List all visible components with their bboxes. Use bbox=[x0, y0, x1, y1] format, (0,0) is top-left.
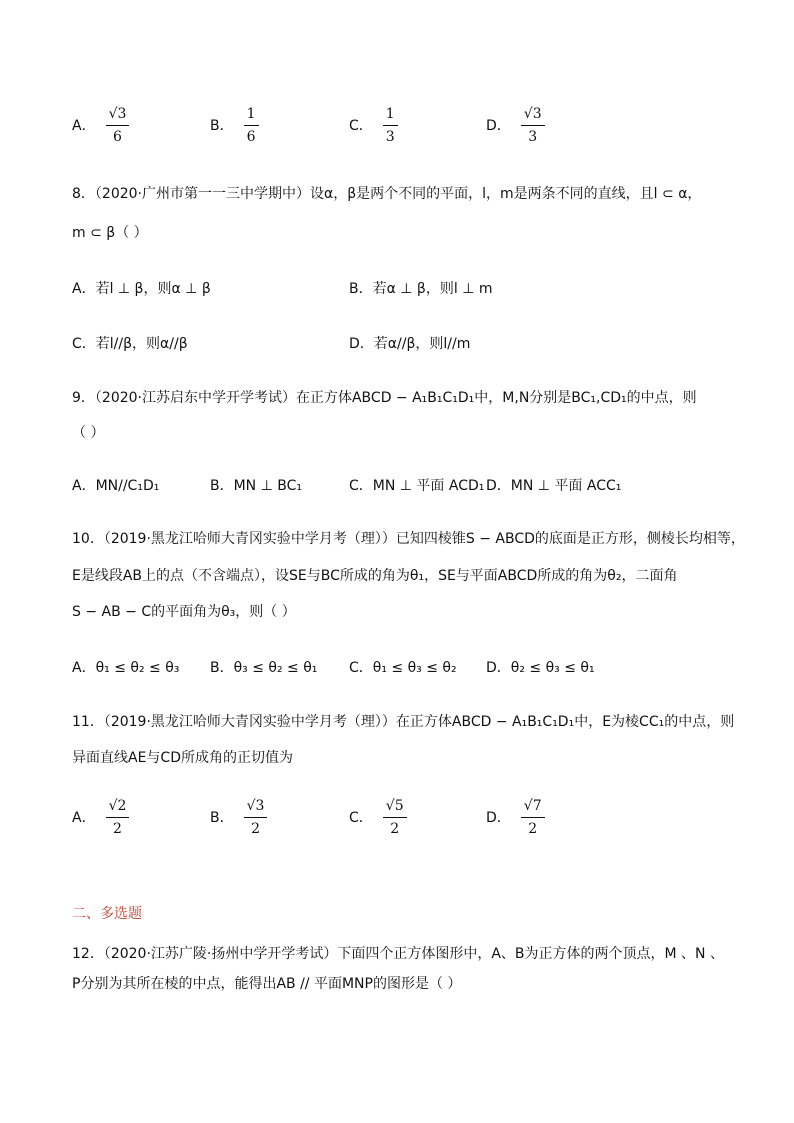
q7-option-b bbox=[210, 105, 259, 146]
q12-stem-line2: P分别为其所在棱的中点，能得出AB // 平面MNP的图形是（ ） bbox=[72, 976, 462, 992]
q12-stem-line1: 12．（2020·江苏广陵·扬州中学开学考试）下面四个正方体图形中，A、B为正方体的两个顶点，M 、N 、 bbox=[72, 946, 724, 962]
fraction: $\frac{√3}{2}$ bbox=[244, 797, 268, 838]
q8-stem-line2: m ⊂ β（ ） bbox=[72, 225, 148, 241]
q9-option-c: C．MN ⊥ 平面 ACD₁ bbox=[349, 478, 485, 494]
fraction: $\frac{1}{3}$ bbox=[383, 105, 398, 146]
option-label: B． bbox=[210, 117, 234, 134]
fraction: $\frac{1}{6}$ bbox=[244, 105, 259, 146]
q9-stem-line2: （ ） bbox=[72, 425, 105, 441]
q9-option-a: A．MN//C₁D₁ bbox=[72, 478, 160, 494]
q11-option-c bbox=[349, 797, 407, 838]
section-heading: 二、多选题 bbox=[72, 906, 142, 922]
fraction: $\frac{√3}{3}$ bbox=[521, 105, 545, 146]
q11-stem-line2: 异面直线AE与CD所成角的正切值为 bbox=[72, 750, 293, 766]
q9-option-b: B．MN ⊥ BC₁ bbox=[210, 478, 302, 494]
q8-option-b: B．若α ⊥ β，则l ⊥ m bbox=[349, 281, 493, 297]
q8-stem-line1: 8．（2020·广州市第一一三中学期中）设α，β是两个不同的平面，l，m是两条不同的直线，且l ⊂ α， bbox=[72, 186, 702, 202]
q10-option-d: D．θ₂ ≤ θ₃ ≤ θ₁ bbox=[486, 660, 595, 676]
q7-option-a bbox=[72, 105, 129, 146]
option-label: C． bbox=[349, 809, 373, 826]
q11-option-a bbox=[72, 797, 129, 838]
q9-option-d: D．MN ⊥ 平面 ACC₁ bbox=[486, 478, 622, 494]
fraction: $\frac{√3}{6}$ bbox=[106, 105, 130, 146]
q10-option-a: A．θ₁ ≤ θ₂ ≤ θ₃ bbox=[72, 660, 180, 676]
q9-stem-line1: 9．（2020·江苏启东中学开学考试）在正方体ABCD − A₁B₁C₁D₁中，M,N分别是BC₁,CD₁的中点，则 bbox=[72, 390, 697, 406]
q10-option-c: C．θ₁ ≤ θ₃ ≤ θ₂ bbox=[349, 660, 457, 676]
option-label: A． bbox=[72, 117, 96, 134]
q10-option-b: B．θ₃ ≤ θ₂ ≤ θ₁ bbox=[210, 660, 318, 676]
q8-option-c: C．若l//β，则α//β bbox=[72, 336, 188, 352]
q7-option-d bbox=[486, 105, 545, 146]
q11-stem-line1: 11．（2019·黑龙江哈师大青冈实验中学月考（理））在正方体ABCD − A₁B₁C₁D₁中，E为棱CC₁的中点，则 bbox=[72, 714, 735, 730]
q11-option-b bbox=[210, 797, 267, 838]
q7-option-c bbox=[349, 105, 398, 146]
fraction: $\frac{√2}{2}$ bbox=[106, 797, 130, 838]
fraction: $\frac{√7}{2}$ bbox=[521, 797, 545, 838]
option-label: B． bbox=[210, 809, 234, 826]
q10-stem-line1: 10．（2019·黑龙江哈师大青冈实验中学月考（理））已知四棱锥S − ABCD的底面是正方形，侧棱长均相等， bbox=[72, 531, 745, 547]
q8-option-d: D．若α//β，则l//m bbox=[349, 336, 471, 352]
q11-option-d bbox=[486, 797, 545, 838]
option-label: C． bbox=[349, 117, 373, 134]
q10-stem-line3: S − AB − C的平面角为θ₃，则（ ） bbox=[72, 604, 296, 620]
q10-stem-line2: E是线段AB上的点（不含端点），设SE与BC所成的角为θ₁，SE与平面ABCD所成的角为θ₂，二面角 bbox=[72, 568, 678, 584]
q8-option-a: A．若l ⊥ β，则α ⊥ β bbox=[72, 281, 211, 297]
option-label: D． bbox=[486, 117, 511, 134]
option-label: D． bbox=[486, 809, 511, 826]
option-label: A． bbox=[72, 809, 96, 826]
fraction: $\frac{√5}{2}$ bbox=[383, 797, 407, 838]
